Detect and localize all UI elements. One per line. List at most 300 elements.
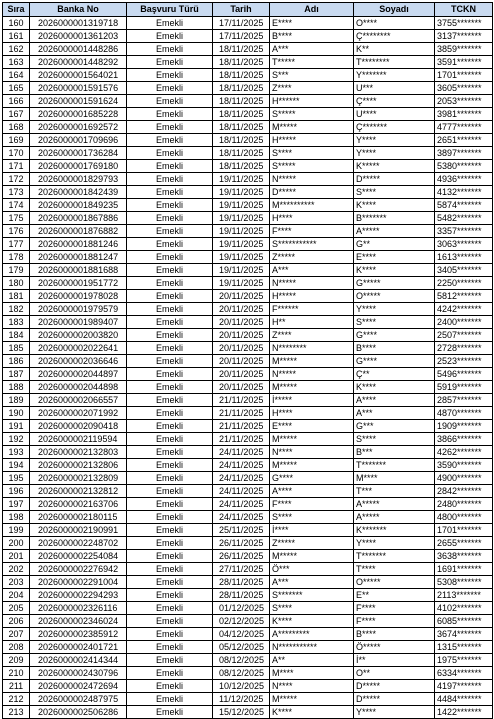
table-row bbox=[3, 394, 493, 407]
table-row bbox=[3, 602, 493, 615]
soyadi-cell: U*** bbox=[354, 82, 435, 95]
table-row bbox=[3, 173, 493, 186]
table-row bbox=[3, 693, 493, 706]
banka-no-cell: 2026000002071992 bbox=[30, 407, 127, 420]
adi-cell: S**** bbox=[270, 602, 354, 615]
tckn-cell: 2857******* bbox=[435, 394, 493, 407]
soyadi-cell: D***** bbox=[354, 173, 435, 186]
sira-cell: 199 bbox=[3, 524, 30, 537]
banka-no-cell: 2026000002044898 bbox=[30, 381, 127, 394]
basvuru-turu-cell: Emekli bbox=[127, 316, 213, 329]
soyadi-cell: Y**** bbox=[354, 134, 435, 147]
banka-no-cell: 2026000001989407 bbox=[30, 316, 127, 329]
soyadi-cell: O**** bbox=[354, 17, 435, 30]
basvuru-turu-cell: Emekli bbox=[127, 394, 213, 407]
table-row bbox=[3, 368, 493, 381]
tckn-cell: 3063******* bbox=[435, 238, 493, 251]
tarih-cell: 28/11/2025 bbox=[213, 589, 270, 602]
tarih-cell: 24/11/2025 bbox=[213, 459, 270, 472]
table-row bbox=[3, 56, 493, 69]
sira-cell: 192 bbox=[3, 433, 30, 446]
basvuru-turu-cell: Emekli bbox=[127, 654, 213, 667]
banka-no-cell: 2026000002346024 bbox=[30, 615, 127, 628]
banka-no-cell: 2026000002003820 bbox=[30, 329, 127, 342]
tckn-cell: 4777******* bbox=[435, 121, 493, 134]
table-row bbox=[3, 212, 493, 225]
tckn-cell: 4132******* bbox=[435, 186, 493, 199]
banka-no-cell: 2026000001448286 bbox=[30, 43, 127, 56]
table-row bbox=[3, 381, 493, 394]
tarih-cell: 18/11/2025 bbox=[213, 147, 270, 160]
tarih-cell: 19/11/2025 bbox=[213, 173, 270, 186]
sira-cell: 200 bbox=[3, 537, 30, 550]
soyadi-cell: K**** bbox=[354, 199, 435, 212]
sira-cell: 188 bbox=[3, 381, 30, 394]
table-row bbox=[3, 121, 493, 134]
soyadi-cell: E**** bbox=[354, 251, 435, 264]
basvuru-turu-cell: Emekli bbox=[127, 173, 213, 186]
table-row bbox=[3, 82, 493, 95]
tarih-cell: 24/11/2025 bbox=[213, 485, 270, 498]
tarih-cell: 17/11/2025 bbox=[213, 30, 270, 43]
table-row bbox=[3, 290, 493, 303]
banka-no-cell: 2026000001881247 bbox=[30, 251, 127, 264]
tarih-cell: 25/11/2025 bbox=[213, 524, 270, 537]
tckn-cell: 4484******* bbox=[435, 693, 493, 706]
tckn-cell: 2113******* bbox=[435, 589, 493, 602]
table-row bbox=[3, 550, 493, 563]
tckn-cell: 3605******* bbox=[435, 82, 493, 95]
banka-no-cell: 2026000001867886 bbox=[30, 212, 127, 225]
soyadi-cell: B**** bbox=[354, 628, 435, 641]
tckn-cell: 4870******* bbox=[435, 407, 493, 420]
adi-cell: K**** bbox=[270, 706, 354, 719]
tarih-cell: 20/11/2025 bbox=[213, 329, 270, 342]
header-banka-no: Banka No bbox=[30, 3, 127, 17]
tckn-cell: 4102******* bbox=[435, 602, 493, 615]
sira-cell: 201 bbox=[3, 550, 30, 563]
banka-no-cell: 2026000001842439 bbox=[30, 186, 127, 199]
tckn-cell: 2655******* bbox=[435, 537, 493, 550]
tarih-cell: 19/11/2025 bbox=[213, 264, 270, 277]
banka-no-cell: 2026000002254084 bbox=[30, 550, 127, 563]
soyadi-cell: B**** bbox=[354, 342, 435, 355]
sira-cell: 182 bbox=[3, 303, 30, 316]
adi-cell: Z**** bbox=[270, 329, 354, 342]
tckn-cell: 3674******* bbox=[435, 628, 493, 641]
banka-no-cell: 2026000002132806 bbox=[30, 459, 127, 472]
sira-cell: 184 bbox=[3, 329, 30, 342]
header-sira: Sıra bbox=[3, 3, 30, 17]
tckn-cell: 5919******* bbox=[435, 381, 493, 394]
tarih-cell: 27/11/2025 bbox=[213, 563, 270, 576]
tarih-cell: 20/11/2025 bbox=[213, 316, 270, 329]
table-row bbox=[3, 537, 493, 550]
adi-cell: E**** bbox=[270, 420, 354, 433]
banka-no-cell: 2026000002119594 bbox=[30, 433, 127, 446]
adi-cell: A**** bbox=[270, 485, 354, 498]
sira-cell: 187 bbox=[3, 368, 30, 381]
basvuru-turu-cell: Emekli bbox=[127, 134, 213, 147]
tarih-cell: 18/11/2025 bbox=[213, 43, 270, 56]
banka-no-cell: 2026000002036646 bbox=[30, 355, 127, 368]
sira-cell: 209 bbox=[3, 654, 30, 667]
basvuru-turu-cell: Emekli bbox=[127, 706, 213, 719]
sira-cell: 197 bbox=[3, 498, 30, 511]
soyadi-cell: Y**** bbox=[354, 706, 435, 719]
tckn-cell: 6334******* bbox=[435, 667, 493, 680]
tarih-cell: 02/12/2025 bbox=[213, 615, 270, 628]
tarih-cell: 08/12/2025 bbox=[213, 667, 270, 680]
banka-no-cell: 2026000001881688 bbox=[30, 264, 127, 277]
tarih-cell: 20/11/2025 bbox=[213, 368, 270, 381]
sira-cell: 175 bbox=[3, 212, 30, 225]
basvuru-turu-cell: Emekli bbox=[127, 680, 213, 693]
soyadi-cell: A*** bbox=[354, 407, 435, 420]
soyadi-cell: O** bbox=[354, 667, 435, 680]
banka-no-cell: 2026000002132809 bbox=[30, 472, 127, 485]
tarih-cell: 20/11/2025 bbox=[213, 355, 270, 368]
adi-cell: A*** bbox=[270, 264, 354, 277]
table-row bbox=[3, 641, 493, 654]
basvuru-turu-cell: Emekli bbox=[127, 82, 213, 95]
table-row bbox=[3, 654, 493, 667]
adi-cell: Z**** bbox=[270, 82, 354, 95]
banka-no-cell: 2026000002385912 bbox=[30, 628, 127, 641]
sira-cell: 191 bbox=[3, 420, 30, 433]
tarih-cell: 18/11/2025 bbox=[213, 82, 270, 95]
basvuru-turu-cell: Emekli bbox=[127, 615, 213, 628]
sira-cell: 172 bbox=[3, 173, 30, 186]
soyadi-cell: U**** bbox=[354, 108, 435, 121]
table-row bbox=[3, 238, 493, 251]
banka-no-cell: 2026000001769180 bbox=[30, 160, 127, 173]
sira-cell: 208 bbox=[3, 641, 30, 654]
tckn-cell: 1613******* bbox=[435, 251, 493, 264]
banka-no-cell: 2026000002022641 bbox=[30, 342, 127, 355]
adi-cell: B**** bbox=[270, 30, 354, 43]
tckn-cell: 4900******* bbox=[435, 472, 493, 485]
sira-cell: 205 bbox=[3, 602, 30, 615]
tarih-cell: 19/11/2025 bbox=[213, 199, 270, 212]
sira-cell: 195 bbox=[3, 472, 30, 485]
soyadi-cell: T******* bbox=[354, 459, 435, 472]
table-row bbox=[3, 615, 493, 628]
adi-cell: E**** bbox=[270, 17, 354, 30]
sira-cell: 198 bbox=[3, 511, 30, 524]
basvuru-turu-cell: Emekli bbox=[127, 303, 213, 316]
basvuru-turu-cell: Emekli bbox=[127, 56, 213, 69]
soyadi-cell: T******** bbox=[354, 56, 435, 69]
adi-cell: A** bbox=[270, 654, 354, 667]
tckn-cell: 2507******* bbox=[435, 329, 493, 342]
soyadi-cell: G*** bbox=[354, 420, 435, 433]
table-row bbox=[3, 680, 493, 693]
basvuru-turu-cell: Emekli bbox=[127, 277, 213, 290]
soyadi-cell: A**** bbox=[354, 394, 435, 407]
sira-cell: 185 bbox=[3, 342, 30, 355]
tckn-cell: 2842******* bbox=[435, 485, 493, 498]
soyadi-cell: S**** bbox=[354, 186, 435, 199]
table-row bbox=[3, 420, 493, 433]
sira-cell: 212 bbox=[3, 693, 30, 706]
basvuru-turu-cell: Emekli bbox=[127, 17, 213, 30]
basvuru-turu-cell: Emekli bbox=[127, 524, 213, 537]
tarih-cell: 18/11/2025 bbox=[213, 134, 270, 147]
basvuru-turu-cell: Emekli bbox=[127, 30, 213, 43]
adi-cell: N***** bbox=[270, 368, 354, 381]
adi-cell: H**** bbox=[270, 407, 354, 420]
sira-cell: 180 bbox=[3, 277, 30, 290]
adi-cell: Ö*** bbox=[270, 563, 354, 576]
adi-cell: M**** bbox=[270, 667, 354, 680]
tarih-cell: 01/12/2025 bbox=[213, 602, 270, 615]
tarih-cell: 18/11/2025 bbox=[213, 108, 270, 121]
sira-cell: 171 bbox=[3, 160, 30, 173]
banka-no-cell: 2026000001709696 bbox=[30, 134, 127, 147]
sira-cell: 179 bbox=[3, 264, 30, 277]
basvuru-turu-cell: Emekli bbox=[127, 693, 213, 706]
adi-cell: F**** bbox=[270, 225, 354, 238]
sira-cell: 186 bbox=[3, 355, 30, 368]
tarih-cell: 21/11/2025 bbox=[213, 433, 270, 446]
tckn-cell: 3859******* bbox=[435, 43, 493, 56]
soyadi-cell: G**** bbox=[354, 355, 435, 368]
tarih-cell: 24/11/2025 bbox=[213, 511, 270, 524]
adi-cell: S***** bbox=[270, 160, 354, 173]
banka-no-cell: 2026000002163706 bbox=[30, 498, 127, 511]
banka-no-cell: 2026000002276942 bbox=[30, 563, 127, 576]
banka-no-cell: 2026000002294293 bbox=[30, 589, 127, 602]
adi-cell: H***** bbox=[270, 134, 354, 147]
banka-no-cell: 2026000002090418 bbox=[30, 420, 127, 433]
basvuru-turu-cell: Emekli bbox=[127, 121, 213, 134]
banka-no-cell: 2026000002414344 bbox=[30, 654, 127, 667]
sira-cell: 166 bbox=[3, 95, 30, 108]
soyadi-cell: T**** bbox=[354, 563, 435, 576]
tckn-cell: 1691******* bbox=[435, 563, 493, 576]
tckn-cell: 2480******* bbox=[435, 498, 493, 511]
sira-cell: 163 bbox=[3, 56, 30, 69]
soyadi-cell: K**** bbox=[354, 381, 435, 394]
banka-no-cell: 2026000002132803 bbox=[30, 446, 127, 459]
basvuru-turu-cell: Emekli bbox=[127, 472, 213, 485]
tarih-cell: 15/12/2025 bbox=[213, 706, 270, 719]
table-row bbox=[3, 355, 493, 368]
tckn-cell: 3897******* bbox=[435, 147, 493, 160]
sira-cell: 193 bbox=[3, 446, 30, 459]
tckn-cell: 1315******* bbox=[435, 641, 493, 654]
soyadi-cell: Y**** bbox=[354, 537, 435, 550]
table-row bbox=[3, 329, 493, 342]
sira-cell: 169 bbox=[3, 134, 30, 147]
basvuru-turu-cell: Emekli bbox=[127, 160, 213, 173]
tckn-cell: 5308******* bbox=[435, 576, 493, 589]
banka-no-cell: 2026000002506286 bbox=[30, 706, 127, 719]
tarih-cell: 19/11/2025 bbox=[213, 251, 270, 264]
tarih-cell: 17/11/2025 bbox=[213, 17, 270, 30]
sira-cell: 196 bbox=[3, 485, 30, 498]
soyadi-cell: Y**** bbox=[354, 303, 435, 316]
banka-no-cell: 2026000002132812 bbox=[30, 485, 127, 498]
basvuru-turu-cell: Emekli bbox=[127, 641, 213, 654]
banka-no-cell: 2026000002066557 bbox=[30, 394, 127, 407]
adi-cell: H**** bbox=[270, 212, 354, 225]
tarih-cell: 24/11/2025 bbox=[213, 472, 270, 485]
header-basvuru-turu: Başvuru Türü bbox=[127, 3, 213, 17]
banka-no-cell: 2026000001978028 bbox=[30, 290, 127, 303]
adi-cell: S******* bbox=[270, 589, 354, 602]
tckn-cell: 2651******* bbox=[435, 134, 493, 147]
soyadi-cell: M**** bbox=[354, 472, 435, 485]
basvuru-turu-cell: Emekli bbox=[127, 108, 213, 121]
header-adi: Adı bbox=[270, 3, 354, 17]
sira-cell: 170 bbox=[3, 147, 30, 160]
adi-cell: N***** bbox=[270, 277, 354, 290]
basvuru-turu-cell: Emekli bbox=[127, 264, 213, 277]
soyadi-cell: Y**** bbox=[354, 147, 435, 160]
adi-cell: N**** bbox=[270, 446, 354, 459]
soyadi-cell: G***** bbox=[354, 277, 435, 290]
soyadi-cell: O***** bbox=[354, 576, 435, 589]
sira-cell: 165 bbox=[3, 82, 30, 95]
sira-cell: 211 bbox=[3, 680, 30, 693]
adi-cell: S**** bbox=[270, 147, 354, 160]
basvuru-turu-cell: Emekli bbox=[127, 186, 213, 199]
basvuru-turu-cell: Emekli bbox=[127, 381, 213, 394]
tckn-cell: 1909******* bbox=[435, 420, 493, 433]
soyadi-cell: K***** bbox=[354, 160, 435, 173]
table-row bbox=[3, 95, 493, 108]
banka-no-cell: 2026000002248702 bbox=[30, 537, 127, 550]
tckn-cell: 3137******* bbox=[435, 30, 493, 43]
soyadi-cell: O***** bbox=[354, 290, 435, 303]
header-tarih: Tarih bbox=[213, 3, 270, 17]
tarih-cell: 18/11/2025 bbox=[213, 121, 270, 134]
basvuru-turu-cell: Emekli bbox=[127, 212, 213, 225]
soyadi-cell: Ö***** bbox=[354, 641, 435, 654]
tckn-cell: 2728******* bbox=[435, 342, 493, 355]
sira-cell: 210 bbox=[3, 667, 30, 680]
tckn-cell: 3866******* bbox=[435, 433, 493, 446]
basvuru-turu-cell: Emekli bbox=[127, 602, 213, 615]
tarih-cell: 19/11/2025 bbox=[213, 225, 270, 238]
basvuru-turu-cell: Emekli bbox=[127, 251, 213, 264]
sira-cell: 204 bbox=[3, 589, 30, 602]
soyadi-cell: G** bbox=[354, 238, 435, 251]
table-row bbox=[3, 251, 493, 264]
adi-cell: T***** bbox=[270, 56, 354, 69]
tckn-cell: 6085******* bbox=[435, 615, 493, 628]
basvuru-turu-cell: Emekli bbox=[127, 69, 213, 82]
table-row bbox=[3, 433, 493, 446]
table-row bbox=[3, 524, 493, 537]
basvuru-turu-cell: Emekli bbox=[127, 355, 213, 368]
adi-cell: M***** bbox=[270, 459, 354, 472]
tckn-cell: 5380******* bbox=[435, 160, 493, 173]
basvuru-turu-cell: Emekli bbox=[127, 290, 213, 303]
banka-no-cell: 2026000002487975 bbox=[30, 693, 127, 706]
soyadi-cell: S**** bbox=[354, 433, 435, 446]
basvuru-turu-cell: Emekli bbox=[127, 368, 213, 381]
sira-cell: 183 bbox=[3, 316, 30, 329]
adi-cell: S*** bbox=[270, 69, 354, 82]
banka-no-cell: 2026000001692572 bbox=[30, 121, 127, 134]
soyadi-cell: B******* bbox=[354, 212, 435, 225]
banka-no-cell: 2026000001979579 bbox=[30, 303, 127, 316]
adi-cell: H** bbox=[270, 316, 354, 329]
tarih-cell: 21/11/2025 bbox=[213, 420, 270, 433]
adi-cell: M***** bbox=[270, 355, 354, 368]
basvuru-turu-cell: Emekli bbox=[127, 628, 213, 641]
sira-cell: 161 bbox=[3, 30, 30, 43]
tckn-cell: 1422******* bbox=[435, 706, 493, 719]
tarih-cell: 26/11/2025 bbox=[213, 537, 270, 550]
tarih-cell: 21/11/2025 bbox=[213, 407, 270, 420]
table-row bbox=[3, 342, 493, 355]
banka-no-cell: 2026000002291004 bbox=[30, 576, 127, 589]
tckn-cell: 2523******* bbox=[435, 355, 493, 368]
tckn-cell: 4936******* bbox=[435, 173, 493, 186]
adi-cell: F**** bbox=[270, 498, 354, 511]
sira-cell: 162 bbox=[3, 43, 30, 56]
soyadi-cell: K**** bbox=[354, 264, 435, 277]
table-row bbox=[3, 264, 493, 277]
tarih-cell: 11/12/2025 bbox=[213, 693, 270, 706]
table-row bbox=[3, 446, 493, 459]
tarih-cell: 26/11/2025 bbox=[213, 550, 270, 563]
adi-cell: M***** bbox=[270, 693, 354, 706]
banka-no-cell: 2026000002326116 bbox=[30, 602, 127, 615]
tarih-cell: 18/11/2025 bbox=[213, 69, 270, 82]
sira-cell: 174 bbox=[3, 199, 30, 212]
tarih-cell: 28/11/2025 bbox=[213, 576, 270, 589]
banka-no-cell: 2026000002044897 bbox=[30, 368, 127, 381]
banka-no-cell: 2026000001361203 bbox=[30, 30, 127, 43]
basvuru-turu-cell: Emekli bbox=[127, 420, 213, 433]
adi-cell: N******** bbox=[270, 342, 354, 355]
adi-cell: S*********** bbox=[270, 238, 354, 251]
tckn-cell: 3591******* bbox=[435, 56, 493, 69]
sira-cell: 213 bbox=[3, 706, 30, 719]
table-row bbox=[3, 706, 493, 719]
table-row bbox=[3, 17, 493, 30]
tarih-cell: 21/11/2025 bbox=[213, 394, 270, 407]
banka-no-cell: 2026000002472694 bbox=[30, 680, 127, 693]
adi-cell: M***** bbox=[270, 121, 354, 134]
adi-cell: Z***** bbox=[270, 537, 354, 550]
sira-cell: 189 bbox=[3, 394, 30, 407]
adi-cell: F****** bbox=[270, 303, 354, 316]
adi-cell: A********* bbox=[270, 628, 354, 641]
banka-no-cell: 2026000001591576 bbox=[30, 82, 127, 95]
tckn-cell: 2053******* bbox=[435, 95, 493, 108]
table-row bbox=[3, 277, 493, 290]
tckn-cell: 1975******* bbox=[435, 654, 493, 667]
adi-cell: N*********** bbox=[270, 641, 354, 654]
tarih-cell: 24/11/2025 bbox=[213, 446, 270, 459]
tarih-cell: 08/12/2025 bbox=[213, 654, 270, 667]
banka-no-cell: 2026000001685228 bbox=[30, 108, 127, 121]
basvuru-turu-cell: Emekli bbox=[127, 498, 213, 511]
header-soyadi: Soyadı bbox=[354, 3, 435, 17]
soyadi-cell: G**** bbox=[354, 329, 435, 342]
tckn-cell: 5482******* bbox=[435, 212, 493, 225]
basvuru-turu-cell: Emekli bbox=[127, 147, 213, 160]
table-header-row bbox=[3, 3, 493, 17]
adi-cell: H****** bbox=[270, 95, 354, 108]
soyadi-cell: T******* bbox=[354, 550, 435, 563]
